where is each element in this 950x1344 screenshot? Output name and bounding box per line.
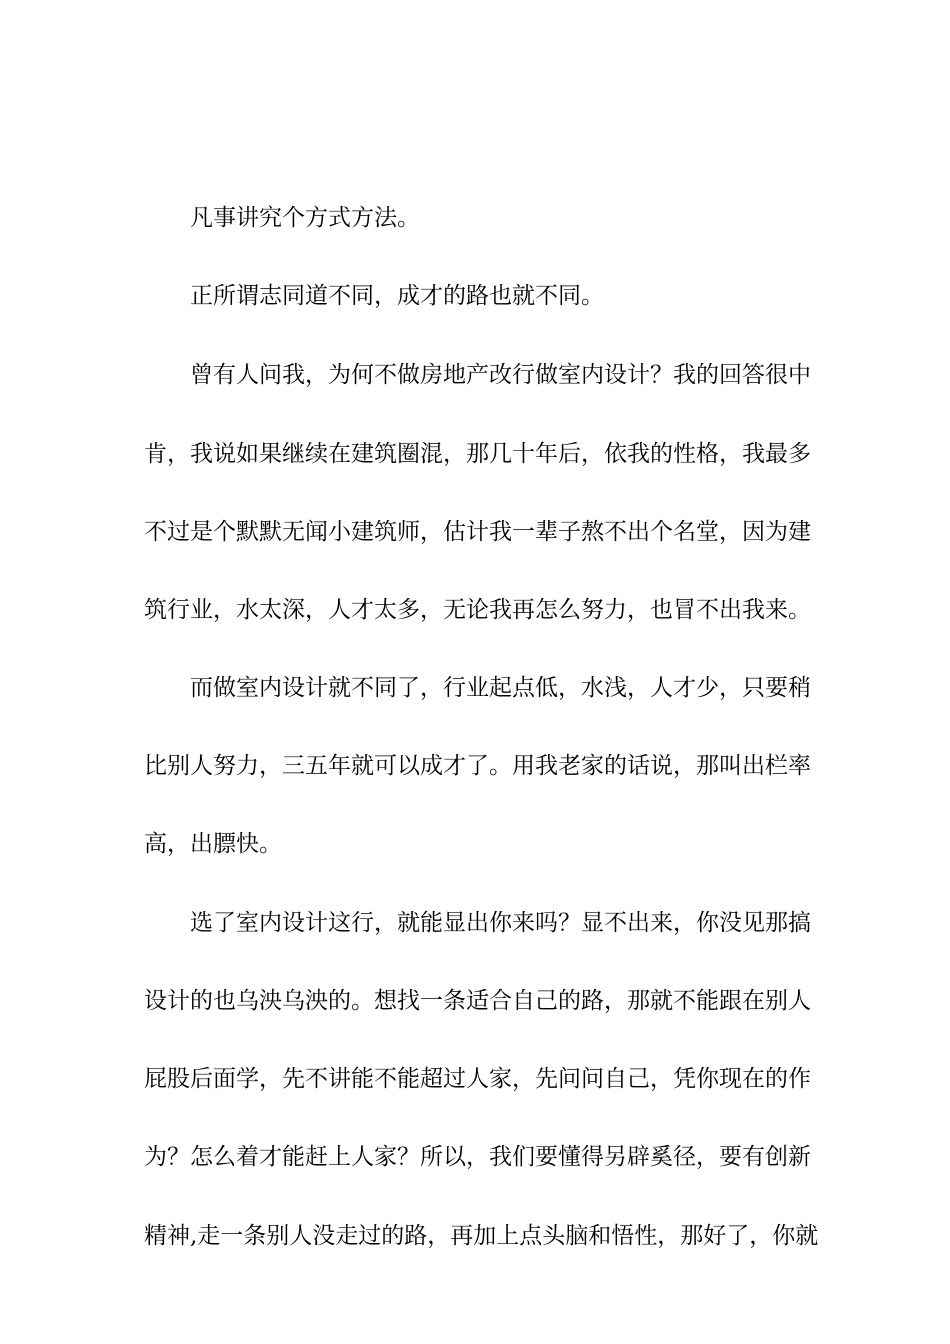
paragraph-line: 凡事讲究个方式方法。 — [190, 205, 420, 231]
paragraph-line: 比别人努力，三五年就可以成才了。用我老家的话说，那叫出栏率 — [144, 753, 811, 779]
paragraph-line: 为？怎么着才能赶上人家？所以，我们要懂得另辟奚径，要有创新 — [144, 1144, 811, 1170]
paragraph-line: 选了室内设计这行，就能显出你来吗？显不出来，你没见那搞 — [190, 910, 811, 936]
paragraph-line: 屁股后面学，先不讲能不能超过人家，先问问自己，凭你现在的作 — [144, 1066, 811, 1092]
paragraph-line: 而做室内设计就不同了，行业起点低，水浅，人才少，只要稍 — [190, 675, 811, 701]
paragraph-line: 高，出膘快。 — [144, 831, 282, 857]
paragraph-line: 不过是个默默无闻小建筑师，估计我一辈子熬不出个名堂，因为建 — [144, 519, 811, 545]
paragraph-line: 精神,走一条别人没走过的路，再加上点头脑和悟性，那好了，你就 — [144, 1223, 819, 1249]
paragraph-line: 筑行业，水太深，人才太多，无论我再怎么努力，也冒不出我来。 — [144, 597, 811, 623]
paragraph-line: 正所谓志同道不同，成才的路也就不同。 — [190, 283, 604, 309]
paragraph-line: 曾有人问我，为何不做房地产改行做室内设计？我的回答很中 — [190, 362, 811, 388]
paragraph-line: 设计的也乌泱乌泱的。想找一条适合自己的路，那就不能跟在别人 — [144, 988, 811, 1014]
paragraph-line: 肯，我说如果继续在建筑圈混，那几十年后，依我的性格，我最多 — [144, 441, 811, 467]
